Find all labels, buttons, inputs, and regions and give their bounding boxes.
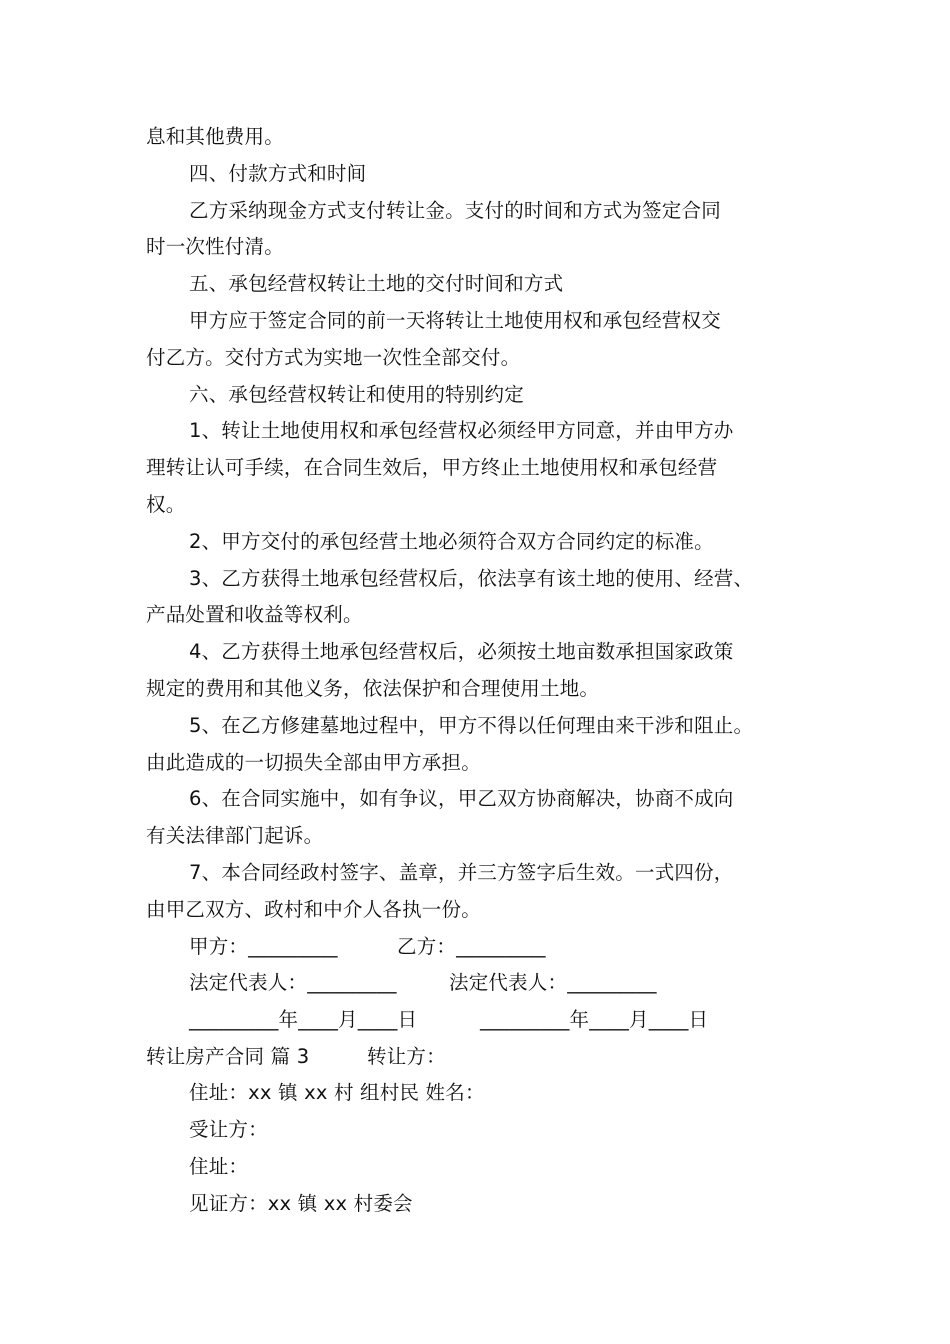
signature-parties: [189, 934, 869, 960]
clause-3: 3、乙方获得土地承包经营权后，依法享有该土地的使用、经营、: [189, 567, 754, 590]
date-b: _________年____月____日: [480, 1008, 709, 1031]
transferor-address: 住址：xx 镇 xx 村 组村民 姓名：: [189, 1081, 485, 1104]
body-line: 由此造成的一切损失全部由甲方承担。: [146, 751, 481, 774]
body-line: 产品处置和收益等权利。: [146, 603, 363, 626]
section-3-title: 转让房产合同 篇 3: [146, 1045, 310, 1068]
body-line: 由甲乙双方、政村和中介人各执一份。: [146, 898, 481, 921]
body-line: 理转让认可手续，在合同生效后，甲方终止土地使用权和承包经营: [146, 456, 718, 479]
clause-4: 4、乙方获得土地承包经营权后，必须按土地亩数承担国家政策: [189, 640, 734, 663]
clause-5: 5、在乙方修建墓地过程中，甲方不得以任何理由来干涉和阻止。: [189, 714, 754, 737]
section-3-header: [146, 1044, 826, 1070]
section-heading-payment: 四、付款方式和时间: [189, 162, 367, 185]
rep-a-signature: 法定代表人：_________: [189, 971, 397, 994]
signature-dates: [189, 1007, 869, 1033]
body-line: 甲方应于签定合同的前一天将转让土地使用权和承包经营权交: [189, 309, 721, 332]
clause-6: 6、在合同实施中，如有争议，甲乙双方协商解决，协商不成向: [189, 787, 734, 810]
clause-1: 1、转让土地使用权和承包经营权必须经甲方同意，并由甲方办: [189, 419, 734, 442]
transferee-address: 住址：: [189, 1155, 249, 1178]
clause-7: 7、本合同经政村签字、盖章，并三方签字后生效。一式四份，: [189, 861, 734, 884]
transferee-label: 受让方：: [189, 1118, 268, 1141]
signature-representatives: [189, 970, 869, 996]
body-line: 息和其他费用。: [146, 125, 284, 148]
body-line: 付乙方。交付方式为实地一次性全部交付。: [146, 346, 521, 369]
section-heading-special-terms: 六、承包经营权转让和使用的特别约定: [189, 383, 524, 406]
party-a-signature: 甲方：_________: [189, 935, 338, 958]
date-a: _________年____月____日: [189, 1008, 418, 1031]
body-line: 乙方采纳现金方式支付转让金。支付的时间和方式为签定合同: [189, 199, 721, 222]
body-line: 权。: [146, 493, 186, 516]
body-line: 有关法律部门起诉。: [146, 824, 324, 847]
party-b-signature: 乙方：_________: [397, 935, 546, 958]
body-line: 时一次性付清。: [146, 235, 284, 258]
body-line: 规定的费用和其他义务，依法保护和合理使用土地。: [146, 677, 600, 700]
witness-label: 见证方：xx 镇 xx 村委会: [189, 1192, 413, 1215]
transferor-label: 转让方：: [367, 1045, 446, 1068]
section-heading-delivery: 五、承包经营权转让土地的交付时间和方式: [189, 272, 564, 295]
rep-b-signature: 法定代表人：_________: [449, 971, 657, 994]
clause-2: 2、甲方交付的承包经营土地必须符合双方合同约定的标准。: [189, 530, 714, 553]
